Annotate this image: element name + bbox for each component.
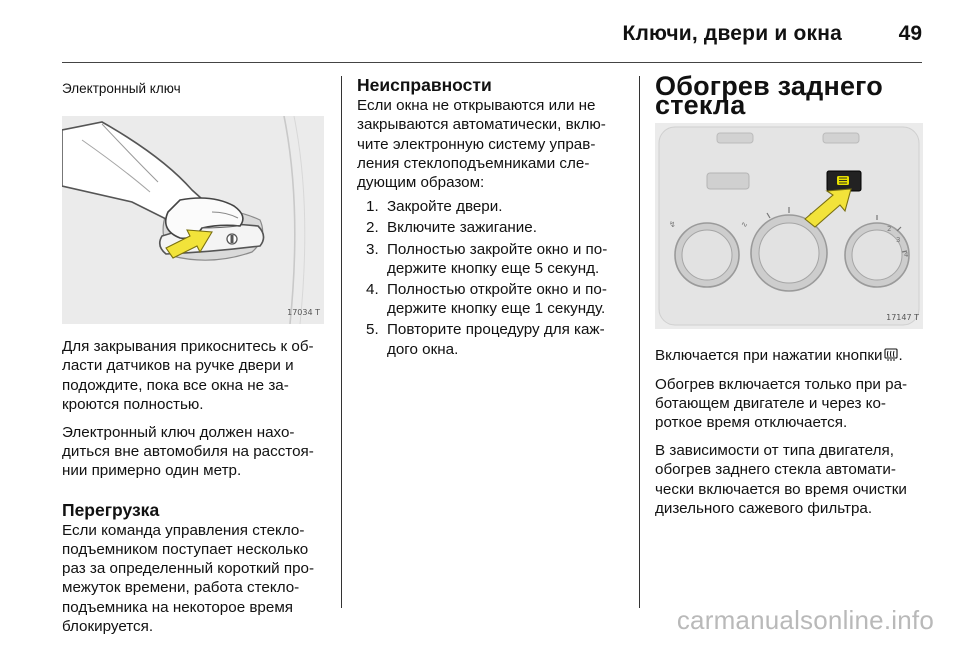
- figure-code: 17034 T: [287, 308, 320, 317]
- paragraph: Электронный ключ должен нахо-диться вне автомобиля на расстоя-нии примерно один метр.: [62, 424, 314, 480]
- header-rule: [62, 62, 922, 63]
- rear-window-heater-icon: [884, 348, 898, 362]
- watermark: carmanualsonline.info: [676, 605, 934, 635]
- list-item: 3. Полностью закройте окно и по-держите кнопку еще 5 секунд.: [366, 240, 608, 277]
- list-item: 2. Включите зажигание.: [366, 219, 537, 237]
- subheading-overload: Перегрузка: [62, 499, 160, 520]
- list-item: 4. Полностью откройте окно и по-держите кнопку еще 1 секунду.: [366, 281, 607, 318]
- heading-rear-window-heater: Обогрев заднего стекла: [655, 71, 883, 121]
- paragraph: Если окна не открываются или не закрываются автоматически, вклю-чите электронную систему управ-ления стеклоподъемниками сле-дующим образом:: [357, 97, 606, 192]
- climate-panel-figure: [655, 123, 923, 329]
- svg-text:3: 3: [896, 236, 901, 245]
- column-divider-left: [341, 76, 342, 608]
- paragraph: В зависимости от типа двигателя, обогрев заднего стекла автомати-чески включается во время очистки дизельного сажевого фильтра.: [655, 442, 907, 517]
- figure-code: 17147 T: [886, 313, 919, 323]
- steps-list: [357, 197, 622, 359]
- column-electronic-key: [62, 76, 324, 645]
- climate-panel-illustration: [655, 123, 923, 329]
- page-title: Ключи, двери и окна: [622, 22, 842, 45]
- paragraph: Включается при нажатии кнопки .: [655, 347, 903, 365]
- paragraph: Для закрывания прикоснитесь к об-ласти датчиков на ручке двери и подождите, пока все окна не за-кроются полностью.: [62, 338, 314, 413]
- svg-text:2: 2: [887, 225, 892, 234]
- list-item: 1. Закройте двери.: [366, 198, 503, 216]
- paragraph: Обогрев включается только при ра-ботающем двигателе и через ко-роткое время отключается.: [655, 375, 908, 432]
- svg-text:4: 4: [904, 251, 909, 260]
- door-handle-figure: [62, 116, 324, 324]
- list-item: 5. Повторите процедуру для каж-дого окна.: [366, 321, 605, 358]
- door-handle-illustration: [62, 116, 324, 324]
- column-malfunctions: [357, 76, 622, 361]
- paragraph: Если команда управления стекло-подъемником поступает несколько раз за определенный короткий про-межуток времени, работа стекло-подъемника на некоторое время блокируется.: [62, 521, 315, 635]
- column-divider-right: [639, 76, 640, 608]
- column-rear-window-heater: [655, 71, 923, 527]
- section-label: Электронный ключ: [62, 81, 181, 96]
- svg-text:∿: ∿: [741, 220, 748, 230]
- svg-text:↯: ↯: [669, 220, 676, 230]
- page-number: 49: [898, 22, 922, 45]
- subheading-malfunctions: Неисправности: [357, 75, 492, 95]
